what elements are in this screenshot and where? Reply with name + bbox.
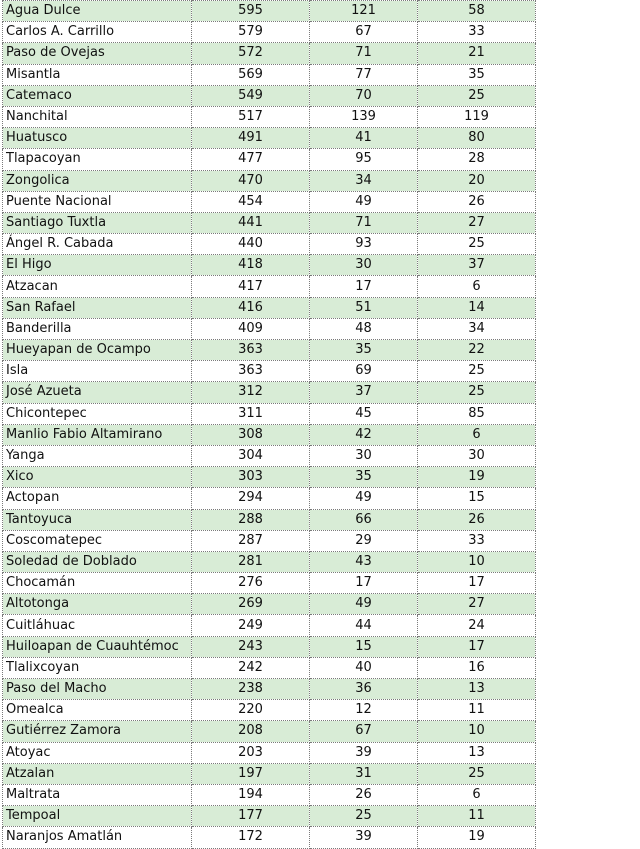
municipality-cell: El Higo — [3, 255, 192, 276]
value-3-cell: 15 — [418, 488, 536, 509]
value-1-cell: 470 — [192, 170, 310, 191]
value-1-cell: 311 — [192, 403, 310, 424]
table-row — [3, 43, 536, 64]
table-row — [3, 340, 536, 361]
value-3-cell: 33 — [418, 530, 536, 551]
value-1-cell: 572 — [192, 43, 310, 64]
value-2-cell: 77 — [310, 64, 418, 85]
value-1-cell: 569 — [192, 64, 310, 85]
municipality-cell: Actopan — [3, 488, 192, 509]
value-2-cell: 30 — [310, 255, 418, 276]
value-3-cell: 21 — [418, 43, 536, 64]
municipality-cell: Agua Dulce — [3, 1, 192, 22]
value-1-cell: 238 — [192, 679, 310, 700]
value-2-cell: 40 — [310, 657, 418, 678]
value-3-cell: 10 — [418, 551, 536, 572]
value-1-cell: 243 — [192, 636, 310, 657]
value-3-cell: 30 — [418, 445, 536, 466]
table-row — [3, 700, 536, 721]
table-row — [3, 1, 536, 22]
value-3-cell: 58 — [418, 1, 536, 22]
table-row — [3, 806, 536, 827]
value-3-cell: 34 — [418, 318, 536, 339]
value-2-cell: 67 — [310, 721, 418, 742]
value-2-cell: 48 — [310, 318, 418, 339]
value-3-cell: 33 — [418, 22, 536, 43]
municipality-cell: Ángel R. Cabada — [3, 234, 192, 255]
value-3-cell: 25 — [418, 763, 536, 784]
value-3-cell: 25 — [418, 85, 536, 106]
table-row — [3, 573, 536, 594]
value-3-cell: 17 — [418, 636, 536, 657]
value-2-cell: 42 — [310, 424, 418, 445]
table-row — [3, 615, 536, 636]
municipality-cell: Atzalan — [3, 763, 192, 784]
value-1-cell: 304 — [192, 445, 310, 466]
municipality-cell: Puente Nacional — [3, 191, 192, 212]
municipality-cell: José Azueta — [3, 382, 192, 403]
municipality-cell: Santiago Tuxtla — [3, 212, 192, 233]
value-2-cell: 37 — [310, 382, 418, 403]
value-1-cell: 409 — [192, 318, 310, 339]
municipality-data-table — [2, 0, 536, 849]
value-3-cell: 20 — [418, 170, 536, 191]
table-row — [3, 424, 536, 445]
municipality-cell: Chicontepec — [3, 403, 192, 424]
value-1-cell: 579 — [192, 22, 310, 43]
value-3-cell: 35 — [418, 64, 536, 85]
municipality-cell: Zongolica — [3, 170, 192, 191]
table-row — [3, 636, 536, 657]
value-1-cell: 517 — [192, 106, 310, 127]
value-1-cell: 287 — [192, 530, 310, 551]
value-1-cell: 491 — [192, 128, 310, 149]
value-1-cell: 203 — [192, 742, 310, 763]
value-2-cell: 139 — [310, 106, 418, 127]
value-1-cell: 454 — [192, 191, 310, 212]
value-2-cell: 44 — [310, 615, 418, 636]
municipality-cell: Huiloapan de Cuauhtémoc — [3, 636, 192, 657]
municipality-cell: Catemaco — [3, 85, 192, 106]
table-row — [3, 85, 536, 106]
table-row — [3, 742, 536, 763]
value-2-cell: 49 — [310, 191, 418, 212]
municipality-cell: Manlio Fabio Altamirano — [3, 424, 192, 445]
table-row — [3, 318, 536, 339]
table-row — [3, 403, 536, 424]
value-3-cell: 80 — [418, 128, 536, 149]
value-1-cell: 194 — [192, 784, 310, 805]
value-2-cell: 93 — [310, 234, 418, 255]
value-2-cell: 29 — [310, 530, 418, 551]
table-row — [3, 445, 536, 466]
value-2-cell: 71 — [310, 212, 418, 233]
value-1-cell: 363 — [192, 361, 310, 382]
value-3-cell: 13 — [418, 679, 536, 700]
value-2-cell: 34 — [310, 170, 418, 191]
value-2-cell: 17 — [310, 573, 418, 594]
municipality-cell: Altotonga — [3, 594, 192, 615]
value-2-cell: 35 — [310, 340, 418, 361]
value-3-cell: 25 — [418, 382, 536, 403]
value-3-cell: 25 — [418, 234, 536, 255]
value-2-cell: 49 — [310, 594, 418, 615]
municipality-cell: Maltrata — [3, 784, 192, 805]
table-row — [3, 234, 536, 255]
value-1-cell: 294 — [192, 488, 310, 509]
value-1-cell: 197 — [192, 763, 310, 784]
table-row — [3, 784, 536, 805]
value-3-cell: 10 — [418, 721, 536, 742]
municipality-cell: Cuitláhuac — [3, 615, 192, 636]
value-1-cell: 441 — [192, 212, 310, 233]
value-3-cell: 27 — [418, 594, 536, 615]
municipality-cell: Carlos A. Carrillo — [3, 22, 192, 43]
value-1-cell: 249 — [192, 615, 310, 636]
value-2-cell: 39 — [310, 742, 418, 763]
value-3-cell: 26 — [418, 509, 536, 530]
value-3-cell: 11 — [418, 806, 536, 827]
municipality-cell: Banderilla — [3, 318, 192, 339]
municipality-cell: San Rafael — [3, 297, 192, 318]
value-3-cell: 119 — [418, 106, 536, 127]
table-row — [3, 551, 536, 572]
value-2-cell: 39 — [310, 827, 418, 848]
value-3-cell: 25 — [418, 361, 536, 382]
table-row — [3, 657, 536, 678]
value-2-cell: 41 — [310, 128, 418, 149]
value-1-cell: 242 — [192, 657, 310, 678]
value-3-cell: 22 — [418, 340, 536, 361]
value-2-cell: 30 — [310, 445, 418, 466]
value-2-cell: 70 — [310, 85, 418, 106]
value-2-cell: 95 — [310, 149, 418, 170]
value-2-cell: 36 — [310, 679, 418, 700]
value-1-cell: 363 — [192, 340, 310, 361]
table-row — [3, 276, 536, 297]
value-2-cell: 45 — [310, 403, 418, 424]
value-3-cell: 6 — [418, 276, 536, 297]
value-1-cell: 172 — [192, 827, 310, 848]
value-2-cell: 12 — [310, 700, 418, 721]
value-3-cell: 28 — [418, 149, 536, 170]
value-3-cell: 27 — [418, 212, 536, 233]
table-row — [3, 297, 536, 318]
value-2-cell: 35 — [310, 467, 418, 488]
table-row — [3, 128, 536, 149]
value-3-cell: 37 — [418, 255, 536, 276]
value-1-cell: 281 — [192, 551, 310, 572]
value-1-cell: 440 — [192, 234, 310, 255]
value-2-cell: 51 — [310, 297, 418, 318]
municipality-cell: Misantla — [3, 64, 192, 85]
municipality-cell: Nanchital — [3, 106, 192, 127]
value-2-cell: 121 — [310, 1, 418, 22]
value-3-cell: 19 — [418, 827, 536, 848]
table-row — [3, 212, 536, 233]
value-1-cell: 312 — [192, 382, 310, 403]
value-1-cell: 417 — [192, 276, 310, 297]
value-2-cell: 26 — [310, 784, 418, 805]
municipality-cell: Xico — [3, 467, 192, 488]
table-row — [3, 255, 536, 276]
municipality-cell: Huatusco — [3, 128, 192, 149]
table-row — [3, 721, 536, 742]
municipality-cell: Tempoal — [3, 806, 192, 827]
value-3-cell: 17 — [418, 573, 536, 594]
table-row — [3, 382, 536, 403]
municipality-cell: Paso de Ovejas — [3, 43, 192, 64]
municipality-cell: Tlapacoyan — [3, 149, 192, 170]
value-2-cell: 67 — [310, 22, 418, 43]
table-row — [3, 827, 536, 848]
table-row — [3, 509, 536, 530]
value-3-cell: 19 — [418, 467, 536, 488]
table-row — [3, 191, 536, 212]
table-row — [3, 106, 536, 127]
value-3-cell: 11 — [418, 700, 536, 721]
table-row — [3, 679, 536, 700]
value-2-cell: 69 — [310, 361, 418, 382]
value-1-cell: 276 — [192, 573, 310, 594]
value-1-cell: 269 — [192, 594, 310, 615]
value-1-cell: 220 — [192, 700, 310, 721]
table-row — [3, 488, 536, 509]
table-row — [3, 594, 536, 615]
value-3-cell: 6 — [418, 424, 536, 445]
value-1-cell: 303 — [192, 467, 310, 488]
table-row — [3, 361, 536, 382]
value-2-cell: 49 — [310, 488, 418, 509]
municipality-cell: Atzacan — [3, 276, 192, 297]
municipality-cell: Gutiérrez Zamora — [3, 721, 192, 742]
table-row — [3, 530, 536, 551]
value-3-cell: 13 — [418, 742, 536, 763]
municipality-cell: Isla — [3, 361, 192, 382]
municipality-cell: Tantoyuca — [3, 509, 192, 530]
value-2-cell: 25 — [310, 806, 418, 827]
municipality-cell: Paso del Macho — [3, 679, 192, 700]
table-row — [3, 763, 536, 784]
value-1-cell: 308 — [192, 424, 310, 445]
value-3-cell: 24 — [418, 615, 536, 636]
value-1-cell: 549 — [192, 85, 310, 106]
municipality-cell: Omealca — [3, 700, 192, 721]
municipality-cell: Hueyapan de Ocampo — [3, 340, 192, 361]
value-1-cell: 288 — [192, 509, 310, 530]
value-1-cell: 595 — [192, 1, 310, 22]
municipality-cell: Tlalixcoyan — [3, 657, 192, 678]
table-row — [3, 22, 536, 43]
table-row — [3, 467, 536, 488]
municipality-cell: Chocamán — [3, 573, 192, 594]
value-3-cell: 6 — [418, 784, 536, 805]
value-1-cell: 418 — [192, 255, 310, 276]
value-2-cell: 71 — [310, 43, 418, 64]
value-2-cell: 15 — [310, 636, 418, 657]
value-1-cell: 208 — [192, 721, 310, 742]
municipality-cell: Soledad de Doblado — [3, 551, 192, 572]
table-body — [3, 1, 536, 849]
value-3-cell: 16 — [418, 657, 536, 678]
value-1-cell: 177 — [192, 806, 310, 827]
municipality-cell: Yanga — [3, 445, 192, 466]
value-3-cell: 14 — [418, 297, 536, 318]
value-3-cell: 85 — [418, 403, 536, 424]
value-3-cell: 26 — [418, 191, 536, 212]
municipality-cell: Coscomatepec — [3, 530, 192, 551]
table-row — [3, 64, 536, 85]
value-2-cell: 17 — [310, 276, 418, 297]
municipality-cell: Naranjos Amatlán — [3, 827, 192, 848]
table-row — [3, 149, 536, 170]
table-row — [3, 170, 536, 191]
municipality-cell: Atoyac — [3, 742, 192, 763]
value-2-cell: 31 — [310, 763, 418, 784]
value-1-cell: 416 — [192, 297, 310, 318]
value-2-cell: 43 — [310, 551, 418, 572]
value-2-cell: 66 — [310, 509, 418, 530]
value-1-cell: 477 — [192, 149, 310, 170]
